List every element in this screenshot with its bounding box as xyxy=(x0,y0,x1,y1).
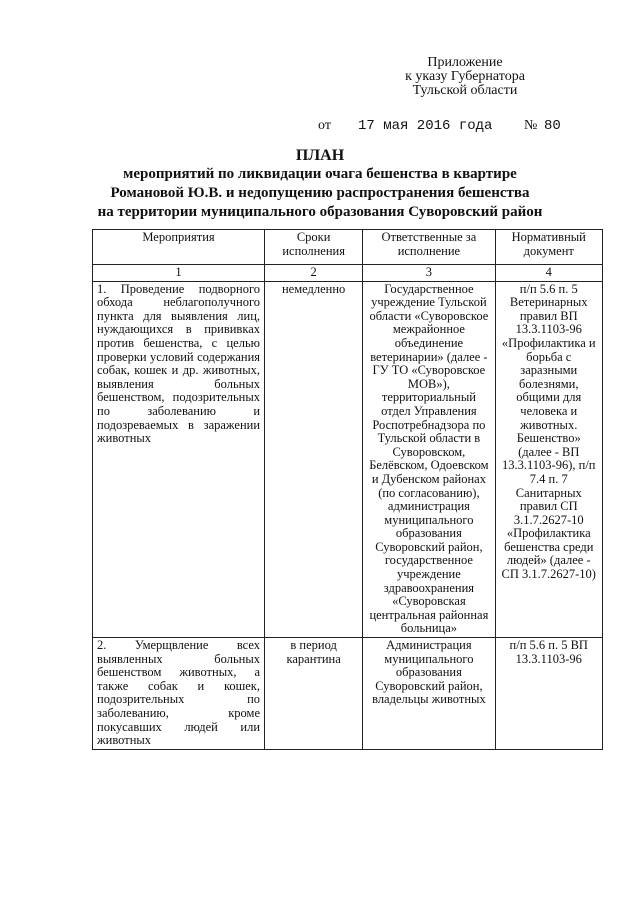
decree-number: 80 xyxy=(544,118,561,134)
title-line-2: Романовой Ю.В. и недопущению распространения бешенства xyxy=(110,185,530,201)
responsible-cell: Администрация муниципального образования Суворовский район, владельцы животных xyxy=(363,638,495,750)
appendix-line-3: Тульской области xyxy=(412,83,518,98)
column-number-row xyxy=(93,265,603,282)
header-document: Нормативный документ xyxy=(495,230,602,265)
measure-cell: 1. Проведение подворного обхода неблагополучного пункта для выявления лиц, нуждающихся в прививках против бешенства, с целью проверки условий содержания собак, кошек и др. животных, выявления больных бешенством, подозрительных по заболеванию и подозреваемых в заражении животных xyxy=(93,281,265,637)
deadline-cell: в период карантина xyxy=(265,638,363,750)
plan-table xyxy=(92,229,603,750)
decree-date-line xyxy=(318,118,578,134)
table-row xyxy=(93,638,603,750)
title-line-3: на территории муниципального образования Суворовский район xyxy=(97,204,543,220)
number-label: № xyxy=(524,118,538,133)
header-measures: Мероприятия xyxy=(93,230,265,265)
appendix-block xyxy=(360,56,570,98)
column-number: 4 xyxy=(495,265,602,282)
deadline-cell: немедленно xyxy=(265,281,363,637)
table-header-row xyxy=(93,230,603,265)
from-label: от xyxy=(318,118,331,133)
document-cell: п/п 5.6 п. 5 Ветеринарных правил ВП 13.3.1103-96 «Профилактика и борьба с заразными болезнями, общими для человека и животных. Бешенство» (далее - ВП 13.3.1103-96), п/п 7.4 п. 7 Санитарных правил СП 3.1.7.2627-10 «Профилактика бешенства среди людей» (далее - СП 3.1.7.2627-10) xyxy=(495,281,602,637)
appendix-line-2: к указу Губернатора xyxy=(405,69,525,84)
title-line-1: мероприятий по ликвидации очага бешенства в квартире xyxy=(123,166,517,182)
header-responsible: Ответственные за исполнение xyxy=(363,230,495,265)
decree-date: 17 мая 2016 года xyxy=(358,118,493,134)
responsible-cell: Государственное учреждение Тульской области «Суворовское межрайонное объединение ветеринарии» (далее - ГУ ТО «Суворовское МОВ»), территориальный отдел Управления Роспотребнадзора по Тульской области в Суворовском, Белёвском, Одоевском и Дубенском районах (по согласованию), администрация муниципального образования Суворовский район, государственное учреждение здравоохранения «Суворовская центральная районная больница» xyxy=(363,281,495,637)
appendix-line-1: Приложение xyxy=(427,55,503,70)
document-title xyxy=(80,146,560,222)
column-number: 3 xyxy=(363,265,495,282)
column-number: 1 xyxy=(93,265,265,282)
table-row xyxy=(93,281,603,637)
header-deadlines: Сроки исполнения xyxy=(265,230,363,265)
plan-heading: ПЛАН xyxy=(295,147,345,164)
column-number: 2 xyxy=(265,265,363,282)
measure-cell: 2. Умерщвление всех выявленных больных бешенством животных, а также собак и кошек, подозрительных по заболеванию, кроме покусавших людей или животных xyxy=(93,638,265,750)
document-cell: п/п 5.6 п. 5 ВП 13.3.1103-96 xyxy=(495,638,602,750)
